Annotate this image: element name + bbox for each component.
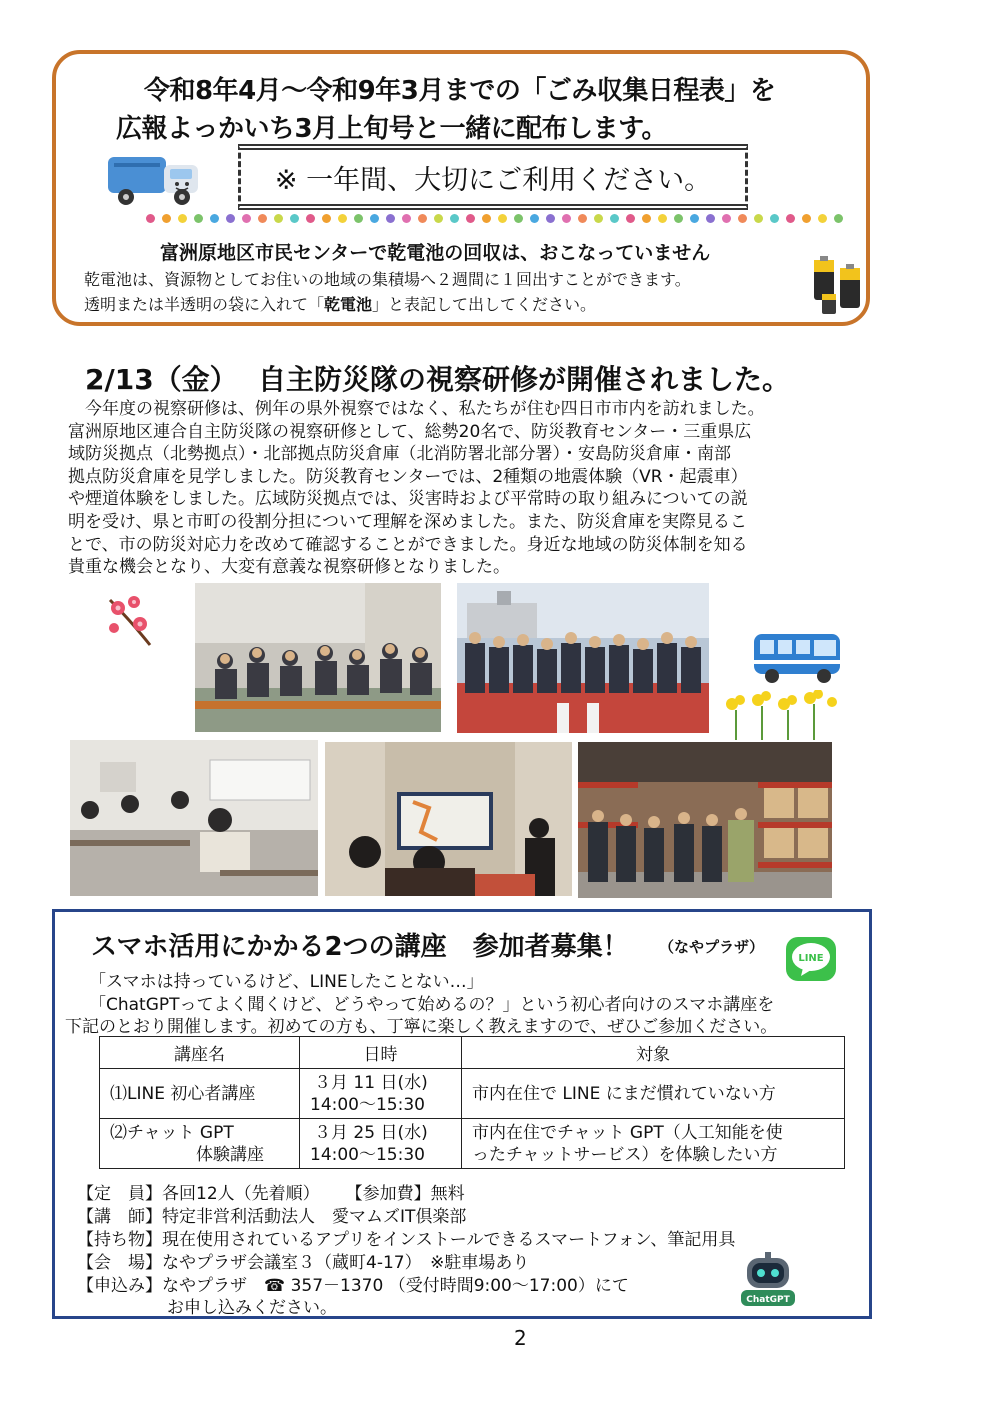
divider-dot [418, 214, 427, 223]
divider-dot [546, 214, 555, 223]
course-target-cell: 市内在住でチャット GPT（人工知能を使 ったチャットサービス）を体験したい方 [462, 1119, 845, 1169]
divider-dot [306, 214, 315, 223]
divider-dot [626, 214, 635, 223]
chatgpt-robot-icon [735, 1252, 801, 1312]
training-body [68, 398, 858, 579]
garbage-truck-icon [104, 149, 204, 209]
divider-dot [322, 214, 331, 223]
battery-text-line2: 透明または半透明の袋に入れて「乾電池」と表記して出してください。 [84, 295, 597, 314]
divider-dot [562, 214, 571, 223]
detail-apply: 【申込み】なやプラザ ☎ 357－1370 （受付時間9:00～17:00）にて [77, 1276, 629, 1296]
divider-dot [274, 214, 283, 223]
divider-dot [450, 214, 459, 223]
divider-dot [210, 214, 219, 223]
photo-disaster-base-group [457, 583, 709, 733]
header-target: 対象 [462, 1037, 845, 1069]
course-date-cell: ３月 11 日(水) 14:00～15:30 [300, 1069, 462, 1119]
table-header-row [100, 1037, 845, 1069]
divider-dot [706, 214, 715, 223]
divider-dot [786, 214, 795, 223]
training-line: 富洲原地区連合自主防災隊の視察研修として、総勢20名で、防災教育センター・三重県広 [68, 421, 752, 442]
notice-title-line2: 広報よっかいち3月上旬号と一緒に配布します。 [116, 114, 668, 144]
bus-icon [752, 630, 844, 686]
divider-dot [594, 214, 603, 223]
battery-icon [808, 254, 868, 316]
divider-dot [514, 214, 523, 223]
training-line: 域防災拠点（北勢拠点）・北部拠点防災倉庫（北消防署北部分署）・安島防災倉庫・南部 [68, 444, 731, 465]
line-icon-text: LINE [798, 953, 824, 964]
divider-dot [338, 214, 347, 223]
divider-dot [466, 214, 475, 223]
divider-dot [386, 214, 395, 223]
course-intro-line1: 「スマホは持っているけど、LINEしたことない…」 [89, 972, 484, 992]
garbage-notice-box [52, 50, 870, 326]
course-name-cell: ⑴LINE 初心者講座 [100, 1069, 300, 1119]
divider-dot [610, 214, 619, 223]
divider-dot [578, 214, 587, 223]
table-row [100, 1069, 845, 1119]
battery-keyword: 乾電池 [324, 295, 373, 314]
course-table [99, 1036, 845, 1169]
divider-dot [370, 214, 379, 223]
course-title: スマホ活用にかかる2つの講座 参加者募集！ [91, 932, 629, 962]
header-datetime: 日時 [300, 1037, 462, 1069]
smartphone-course-box [52, 909, 872, 1319]
care-banner-text: ※ 一年間、大切にご利用ください。 [274, 164, 712, 196]
divider-dot [290, 214, 299, 223]
divider-dot [530, 214, 539, 223]
training-date: 2/13（金） [85, 363, 238, 396]
detail-venue: 【会 場】なやプラザ会議室３（蔵町4-17） ※駐車場あり [77, 1253, 530, 1273]
divider-dot [402, 214, 411, 223]
battery-text-line1: 乾電池は、資源物としてお住いの地域の集積場へ２週間に１回出すことができます。 [84, 270, 691, 289]
course-intro-line3: 下記のとおり開催します。初めての方も、丁寧に楽しく教えますので、ぜひご参加ください。 [65, 1017, 778, 1037]
divider-dot [722, 214, 731, 223]
training-line: や煙道体験をしました。広域防災拠点では、災害時および平常時の取り組みについての説 [68, 489, 748, 510]
divider-dot [258, 214, 267, 223]
detail-instructor: 【講 師】特定非営利活動法人 愛マムズIT倶楽部 [77, 1207, 467, 1227]
divider-dot [674, 214, 683, 223]
divider-dot [194, 214, 203, 223]
training-line: 拠点防災倉庫を見学しました。防災教育センターでは、2種類の地震体験（VR・起震車） [68, 466, 748, 487]
photo-presentation-screen [325, 742, 572, 896]
page-number: 2 [514, 1326, 527, 1350]
header-course-name: 講座名 [100, 1037, 300, 1069]
divider-dot [434, 214, 443, 223]
divider-dot [242, 214, 251, 223]
divider-dot [754, 214, 763, 223]
training-line: 明を受け、県と市町の役割分担について理解を深めました。また、防災倉庫を実際見るこ [68, 511, 747, 532]
divider-dot [146, 214, 155, 223]
divider-dot [642, 214, 651, 223]
divider-dot [658, 214, 667, 223]
photo-warehouse [578, 742, 832, 898]
course-date-cell: ３月 25 日(水) 14:00～15:30 [300, 1119, 462, 1169]
training-title: 自主防災隊の視察研修が開催されました。 [258, 363, 791, 396]
divider-dot [354, 214, 363, 223]
photo-education-center [195, 583, 441, 732]
table-row [100, 1119, 845, 1169]
chatgpt-icon-text: ChatGPT [746, 1295, 790, 1305]
divider-dot [802, 214, 811, 223]
divider-dot [178, 214, 187, 223]
detail-items: 【持ち物】現在使用されているアプリをインストールできるスマートフォン、筆記用具 [77, 1230, 736, 1250]
divider-dot [690, 214, 699, 223]
care-banner [238, 144, 748, 210]
divider-dot [498, 214, 507, 223]
divider-dot [738, 214, 747, 223]
line-app-icon [785, 936, 837, 982]
battery-heading: 富洲原地区市民センターで乾電池の回収は、おこなっていません [160, 242, 711, 264]
notice-title-line1: 令和8年4月～令和9年3月までの「ごみ収集日程表」を [144, 76, 776, 106]
divider-dot [226, 214, 235, 223]
rape-blossom-icon [722, 690, 842, 740]
divider-dot [770, 214, 779, 223]
training-line: 今年度の視察研修は、例年の県外視察ではなく、私たちが住む四日市市内を訪れました。 [68, 399, 765, 419]
training-line: 貴重な機会となり、大変有意義な視察研修となりました。 [68, 557, 510, 578]
divider-dot [162, 214, 171, 223]
course-target-cell: 市内在住で LINE にまだ慣れていない方 [462, 1069, 845, 1119]
divider-dot [834, 214, 843, 223]
course-intro-line2: 「ChatGPTってよく聞くけど、どうやって始めるの？」という初心者向けのスマホ講座を [89, 995, 775, 1015]
detail-apply-cont: お申し込みください。 [167, 1298, 337, 1318]
photo-classroom [70, 740, 318, 896]
course-venue-tag: （なやプラザ） [659, 938, 765, 956]
detail-capacity: 【定 員】各回12人（先着順） 【参加費】無料 [77, 1184, 465, 1204]
plum-blossom-icon [100, 590, 160, 650]
divider-dot [482, 214, 491, 223]
dot-divider [146, 214, 846, 226]
course-name-cell: ⑵チャット GPT 体験講座 [100, 1119, 300, 1169]
training-line: とで、市の防災対応力を改めて確認することができました。身近な地域の防災体制を知る [68, 534, 748, 555]
divider-dot [818, 214, 827, 223]
